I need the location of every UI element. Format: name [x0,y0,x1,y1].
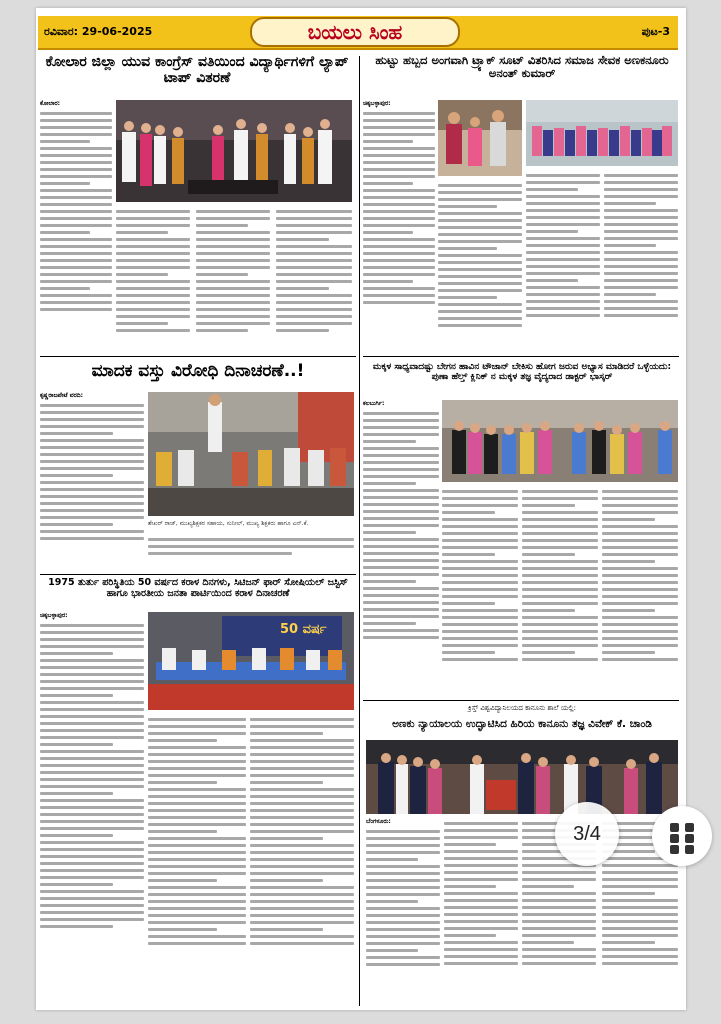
byline-anganwadi: ಚಿಕ್ಕಬಳ್ಳಾಪುರ: [363,100,391,107]
page-indicator[interactable]: 3/4 [555,802,619,866]
headline-drugs: ಮಾದಕ ವಸ್ತು ವಿರೋಧಿ ದಿನಾಚರಣೆ..! [91,362,305,381]
rule [40,356,356,357]
headline-anganwadi: ಹುಟ್ಟು ಹಬ್ಬದ ಅಂಗವಾಗಿ ಟ್ರ್ಯಾಕ್ ಸೂಟ್ ವಿತರಿಸಿದ ಸಮಾಜ ಸೇವಕ ಅಣಕನೂರು ಅನಂತ್ ಕುಮಾರ್ [375,54,669,81]
banner-50-years: 50 ವರ್ಷ [280,622,327,637]
byline-court: ಬೆಂಗಳೂರು: [366,818,391,825]
article-children-col3 [522,486,598,694]
grid-view-button[interactable] [652,806,712,866]
kicker-court: ಕ್ರಿಸ್ತ್ ವಿಶ್ವವಿದ್ಯಾನಿಲಯದ ಕಾನೂನು ಶಾಲೆ ಯಲ್ಲಿ: [468,704,576,712]
column-divider [359,56,360,1006]
article-anganwadi-col4 [604,170,678,352]
article-court-col1 [366,818,440,1004]
page-number: ಪುಟ-3 [641,25,670,38]
article-emergency-col3 [250,714,354,1002]
article-emergency-col2 [148,714,246,1002]
headline-children: ಮಕ್ಕಳ ಸಾಧ್ಯವಾದಷ್ಟು ಬೇಗನ ಹಾವಿನ ಟೌಜಾನ್ ಬೇಕಿಸು ಹೋಗ ಜರುವ ಅಭ್ಯಾಸ ಮಾಡಿದರೆ ಒಳ್ಳೆಯದು: ಪುಣಾ ಹೆಲ್ತ್ ಕ್ಲಿನಿಕ್ ನ ಮಕ್ಕಳ ತಜ್ಞ ವೈದ್ಯರಾದ ಡಾಕ್ಟರ್ ಭಾಸ್ಕರ್ [372,362,672,383]
photo-children-event [442,400,678,482]
byline-children: ಕಲಬುರ್ಗಿ: [363,400,385,407]
article-children-col1 [363,400,439,694]
article-children-col2 [442,486,518,694]
article-laptop-col3 [196,206,270,350]
article-laptop-col4 [276,206,352,350]
article-emergency-col1 [40,612,144,1002]
headline-laptop: ಕೋಲಾರ ಜಿಲ್ಲಾ ಯುವ ಕಾಂಗ್ರೆಸ್ ವತಿಯಿಂದ ವಿದ್ಯಾರ್ಥಿಗಳಿಗೆ ಲ್ಯಾಪ್ ಟಾಪ್ ವಿತರಣೆ [45,54,349,87]
rule [40,574,356,575]
article-court-col2 [444,818,518,1004]
headline-emergency: 1975 ತುರ್ತು ಪರಿಸ್ಥಿತಿಯ 50 ವರ್ಷದ ಕರಾಳ ದಿನಗಳು, ಸಿಟಿಜನ್ ಫಾರ್ ಸೋಷಿಯಲ್ ಜಸ್ಟಿಸ್ ಹಾಗೂ ಭಾರತೀಯ ಜನತಾ ಪಾರ್ಟಿಯಿಂದ ಕರಾಳ ದಿನಾಚರಣೆ [48,578,348,599]
masthead [38,16,678,50]
photo-court-event [366,740,678,814]
photo-laptop-event [116,100,352,202]
article-anganwadi-col1 [363,100,435,352]
byline-emergency: ಚಿಕ್ಕಬಳ್ಳಾಪುರ: [40,612,68,619]
article-laptop-col2 [116,206,190,350]
article-drugs-col1 [40,392,144,568]
rule [363,356,679,357]
photo-anganwadi-2 [526,100,678,166]
article-drugs-col2 [148,534,354,568]
article-laptop-col1 [40,100,112,350]
byline-drugs: ಕೃಷ್ಣರಾಜಪೇಟೆ ವರದಿ: [40,392,84,399]
rule [363,700,679,701]
photo-drugs-event [148,392,354,516]
article-children-col4 [602,486,678,694]
issue-date: ರವಿವಾರ: 29-06-2025 [44,25,153,38]
photo-drugs-caption: ಶೇಖರ್ ರಾಜ್, ಮುಖ್ಯಶಿಕ್ಷಕರ ಸಹಾಯ, ಸುನೀಲ್, ಮುಖ್ಯ ಶಿಕ್ಷಕರು ಹಾಗೂ ಎನ್.ಕೆ. [148,520,309,527]
photo-emergency-event [148,612,354,710]
newspaper-title: ಬಯಲು ಸಿಂಹ [250,17,460,47]
headline-court: ಅಣಕು ನ್ಯಾಯಾಲಯ ಉದ್ಘಾಟಿಸಿದ ಹಿರಿಯ ಕಾನೂನು ತಜ್ಞ ವಿವೇಕ್ ಕೆ. ಚಾಂಡಿ [392,718,652,730]
article-anganwadi-col3 [526,170,600,352]
photo-anganwadi-1 [438,100,522,176]
article-anganwadi-col2 [438,180,522,352]
byline-laptop: ಕೋಲಾರ: [40,100,61,107]
